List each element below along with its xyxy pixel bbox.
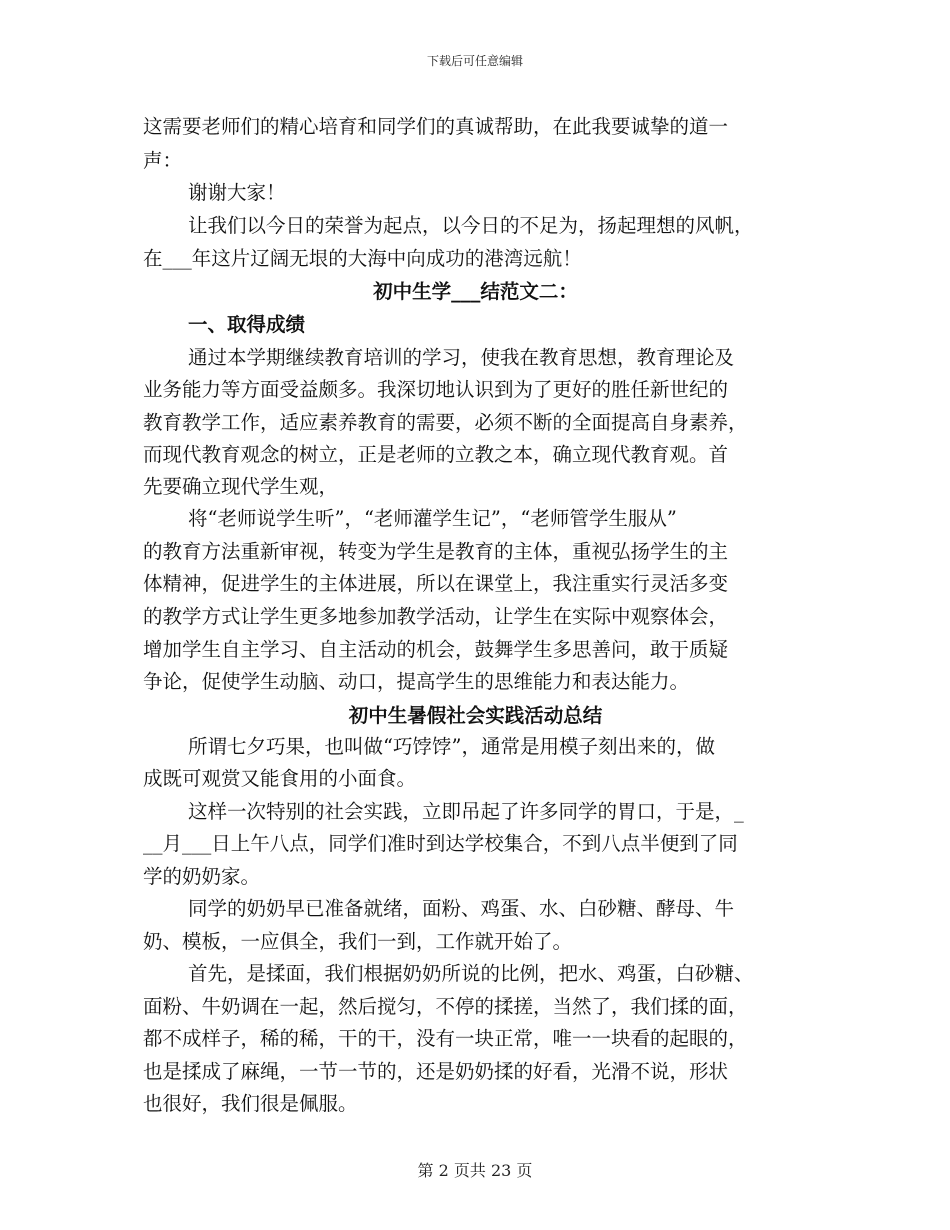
text-line: 将“老师说学生听”，“老师灌学生记”，“老师管学生服从” <box>188 507 677 530</box>
text-line: 这样一次特别的社会实践，立即吊起了许多同学的胃口，于是，_ <box>188 800 744 823</box>
text-line: 奶、模板，一应俱全，我们一到，工作就开始了。 <box>143 930 573 953</box>
text-line: 的教育方法重新审视，转变为学生是教育的主体，重视弘扬学生的主 <box>143 540 729 563</box>
text-line: 学的奶奶家。 <box>143 865 261 888</box>
text-line: 所谓七夕巧果，也叫做“巧饽饽”，通常是用模子刻出来的，做 <box>188 735 715 758</box>
text-line: 增加学生自主学习、自主活动的机会，鼓舞学生多思善问，敢于质疑 <box>143 638 729 661</box>
text-line: 这需要老师们的精心培育和同学们的真诚帮助，在此我要诚挚的道一 <box>143 115 729 138</box>
section-heading: 一、取得成绩 <box>188 313 306 336</box>
text-line: 而现代教育观念的树立，正是老师的立教之本，确立现代教育观。首 <box>143 443 729 466</box>
text-line: 谢谢大家！ <box>188 181 286 204</box>
text-line: 在___年这片辽阔无垠的大海中向成功的港湾远航！ <box>143 247 582 270</box>
text-line: 争论，促使学生动脑、动口，提高学生的思维能力和表达能力。 <box>143 670 690 693</box>
text-line: 业务能力等方面受益颇多。我深切地认识到为了更好的胜任新世纪的 <box>143 378 729 401</box>
text-line: 面粉、牛奶调在一起，然后搅匀，不停的揉搓，当然了，我们揉的面， <box>143 995 748 1018</box>
text-line: 体精神，促进学生的主体进展，所以在课堂上，我注重实行灵活多变 <box>143 572 729 595</box>
text-line: 也很好，我们很是佩服。 <box>143 1092 358 1115</box>
text-line: 让我们以今日的荣誉为起点，以今日的不足为，扬起理想的风帆， <box>188 214 754 237</box>
text-line: __月___日上午八点，同学们准时到达学校集合，不到八点半便到了同 <box>143 832 738 855</box>
text-line: 的教学方式让学生更多地参加教学活动，让学生在实际中观察体会， <box>143 605 729 628</box>
section-title: 初中生暑假社会实践活动总结 <box>348 704 603 727</box>
page-header: 下载后可任意编辑 <box>426 54 523 68</box>
text-line: 通过本学期继续教育培训的学习，使我在教育思想，教育理论及 <box>188 346 735 369</box>
text-line: 也是揉成了麻绳，一节一节的，还是奶奶揉的好看，光滑不说，形状 <box>143 1060 729 1083</box>
text-line: 先要确立现代学生观， <box>143 475 339 498</box>
text-line: 都不成样子，稀的稀，干的干，没有一块正常，唯一一块看的起眼的， <box>143 1027 748 1050</box>
section-title: 初中生学___结范文二： <box>373 280 578 303</box>
text-line: 成既可观赏又能食用的小面食。 <box>143 767 417 790</box>
page-footer: 第 2 页共 23 页 <box>417 1161 533 1180</box>
text-line: 同学的奶奶早已准备就绪，面粉、鸡蛋、水、白砂糖、酵母、牛 <box>188 897 735 920</box>
text-line: 教育教学工作，适应素养教育的需要，必须不断的全面提高自身素养， <box>143 411 748 434</box>
text-line: 首先，是揉面，我们根据奶奶所说的比例，把水、鸡蛋，白砂糖、 <box>188 962 754 985</box>
text-line: 声： <box>143 149 183 172</box>
